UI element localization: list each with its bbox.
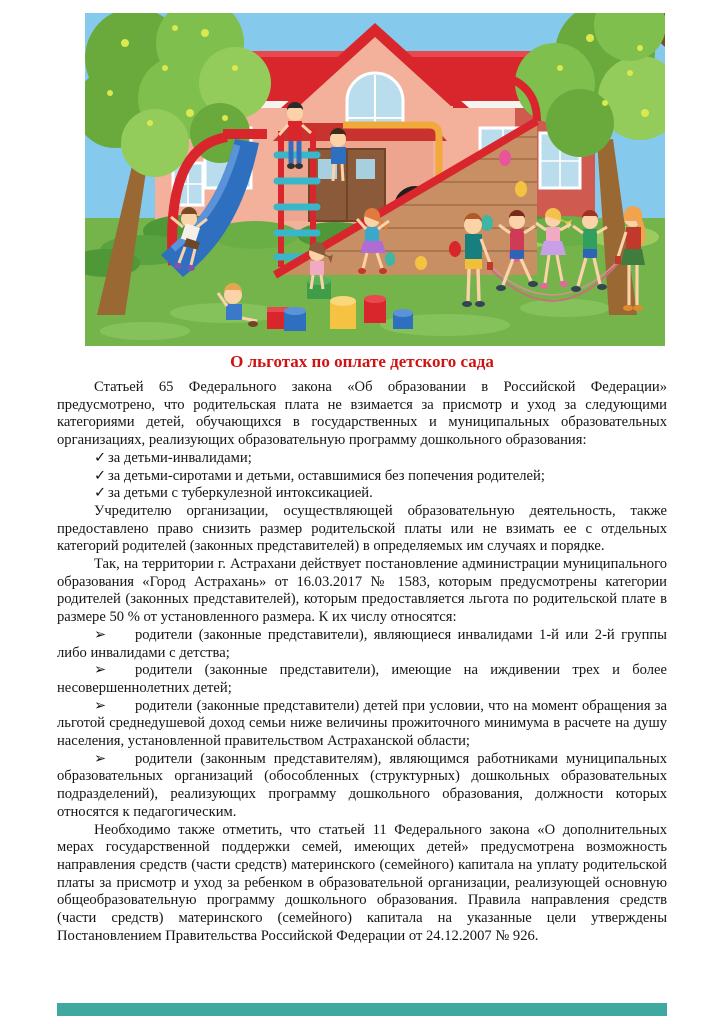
footer-divider-bar — [57, 1003, 667, 1016]
paragraph-maternity-capital: Необходимо также отметить, что статьей 11 Федерального закона «О дополнительных мерах государственной поддержки семей, имеющих детей» предусмотрена возможность направления средств (части средств) материнского (семейного) капитала на уплату родительской платы за присмотр и уход за ребенком в образовательной организации, реализующей основную общеобразовательную программу дошкольного образования. Правила направления средств (части средств) материнского (семейного) капитала на указанные цели утверждены Постановлением Правительства Российской Федерации от 24.12.2007 № 926. — [57, 821, 667, 944]
kindergarten-playground-scene-icon — [85, 13, 665, 346]
checkmark-icon: ✓ — [94, 467, 107, 484]
checkmark-icon: ✓ — [94, 449, 107, 466]
arrow-item-text: родители (законным представителям), являющимся работниками муниципальных образовательных организаций (обособленных (структурных) дошкольных образовательных подразделений), реализующих программу дошкольного образования, должности которых относятся к педагогическим. — [57, 750, 667, 820]
arrow-item-text: родители (законные представители), имеющие на иждивении трех и более несовершеннолетних детей; — [57, 662, 667, 696]
arrow-list-item — [57, 662, 667, 697]
check-list-item — [57, 468, 667, 486]
arrow-bullet-icon: ➢ — [94, 697, 107, 714]
arrow-bullet-icon: ➢ — [94, 626, 107, 643]
paragraph-intro: Статьей 65 Федерального закона «Об образовании в Российской Федерации» предусмотрено, что родительская плата не взимается за присмотр и уход за следующими категориями детей, обучающихся в государственных и муниципальных образовательных организациях, реализующих образовательную программу дошкольного образования: — [57, 379, 667, 449]
arrow-bullet-icon: ➢ — [94, 750, 107, 767]
arrow-bullet-icon: ➢ — [94, 662, 107, 679]
page-title: О льготах по оплате детского сада — [230, 352, 494, 371]
arrow-list-item — [57, 627, 667, 662]
check-item-text: за детьми с туберкулезной интоксикацией. — [108, 485, 373, 502]
check-list-item — [57, 485, 667, 503]
document-body — [57, 379, 667, 946]
arrow-list-item — [57, 698, 667, 751]
arrow-item-text: родители (законные представители) детей при условии, что на момент обращения за льготой среднедушевой доход семьи ниже величины прожиточного минимума в расчете на душу населения, установленной правительством Астраханской области; — [57, 697, 667, 750]
paragraph-founder-rights: Учредителю организации, осуществляющей образовательную деятельность, также предоставлено право снизить размер родительской платы или не взимать ее с отдельных категорий родителей (законных представителей) в определяемых им случаях и порядке. — [57, 502, 667, 555]
arrow-item-text: родители (законные представители), являющиеся инвалидами 1-й или 2-й группы либо инвалидами с детства; — [57, 626, 667, 661]
check-list-item — [57, 450, 667, 468]
check-item-text: за детьми-инвалидами; — [108, 449, 252, 466]
checkmark-icon: ✓ — [94, 485, 107, 502]
check-item-text: за детьми-сиротами и детьми, оставшимися без попечения родителей; — [108, 467, 545, 484]
kindergarten-illustration — [85, 13, 665, 346]
paragraph-astrakhan-resolution: Так, на территории г. Астрахани действует постановление администрации муниципального образования «Город Астрахань» от 16.03.2017 № 1583, которым предусмотрены категории родителей (законных представителей), которым предоставляется льгота по родительской плате в размере 50 % от установленного размера. К их числу относятся: — [57, 556, 667, 626]
arrow-list-item — [57, 751, 667, 822]
